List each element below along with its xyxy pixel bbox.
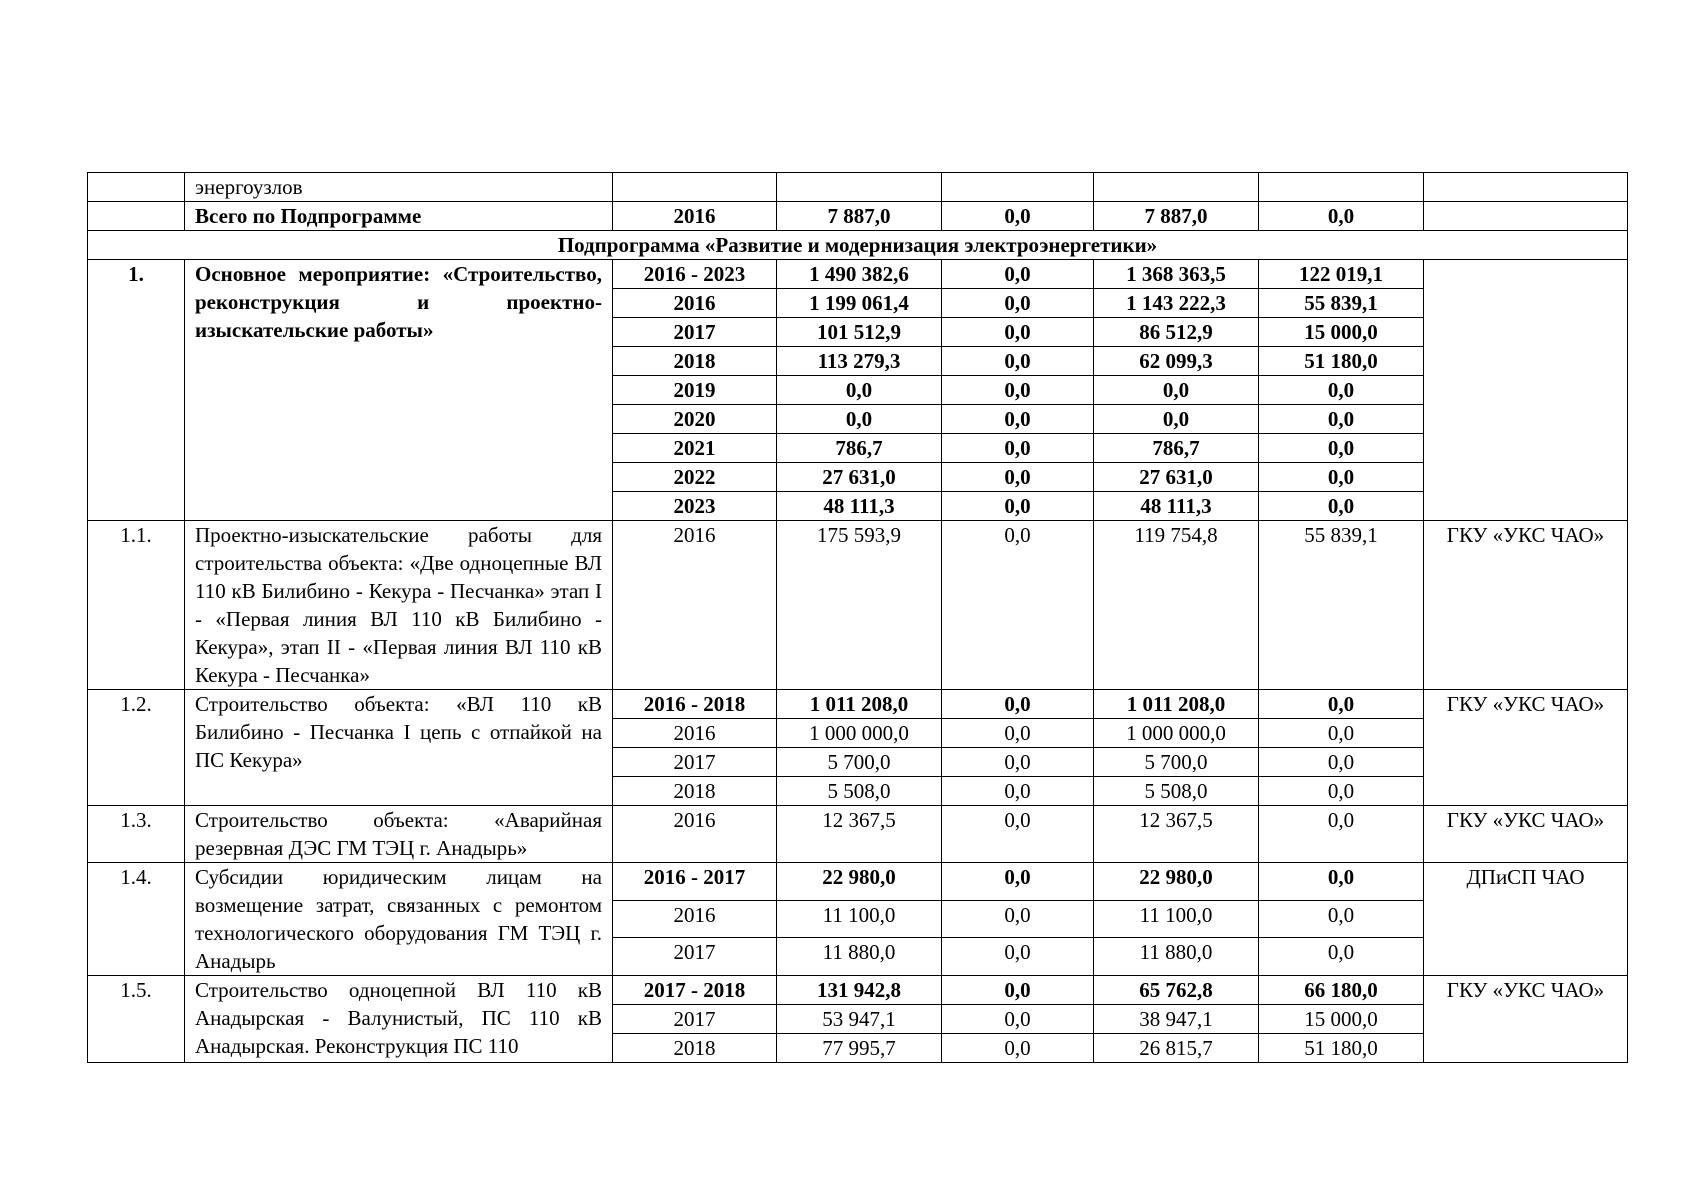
executor-cell: ГКУ «УКС ЧАО» [1424,690,1628,806]
other-cell: 0,0 [1259,719,1424,748]
other-cell: 0,0 [1259,434,1424,463]
total-cell: 48 111,3 [777,492,942,521]
total-cell: 7 887,0 [777,202,942,231]
federal-cell [942,173,1094,202]
year-cell: 2016 [613,900,777,938]
total-cell [777,173,942,202]
regional-cell: 11 100,0 [1094,900,1259,938]
table-row [88,260,1628,289]
other-cell: 15 000,0 [1259,318,1424,347]
other-cell: 0,0 [1259,202,1424,231]
executor-cell: ГКУ «УКС ЧАО» [1424,976,1628,1063]
other-cell: 55 839,1 [1259,521,1424,690]
executor-cell: ДПиСП ЧАО [1424,863,1628,976]
activity-name: Основное мероприятие: «Строительство, реконструкция и проектно-изыскательские работы» [185,260,613,521]
regional-cell: 1 011 208,0 [1094,690,1259,719]
regional-cell: 65 762,8 [1094,976,1259,1005]
other-cell: 0,0 [1259,806,1424,863]
document-page [87,172,1627,1063]
federal-cell: 0,0 [942,202,1094,231]
executor-cell: ГКУ «УКС ЧАО» [1424,806,1628,863]
regional-cell: 7 887,0 [1094,202,1259,231]
federal-cell: 0,0 [942,463,1094,492]
total-cell: 27 631,0 [777,463,942,492]
federal-cell: 0,0 [942,260,1094,289]
federal-cell: 0,0 [942,289,1094,318]
executor-cell [1424,260,1628,521]
regional-cell: 38 947,1 [1094,1005,1259,1034]
regional-cell: 0,0 [1094,405,1259,434]
other-cell: 0,0 [1259,938,1424,976]
item-name: Субсидии юридическим лицам на возмещение затрат, связанных с ремонтом технологического оборудования ГМ ТЭЦ г. Анадырь [185,863,613,976]
activity-name-cell: энергоузлов [185,173,613,202]
other-cell: 51 180,0 [1259,1034,1424,1063]
total-cell: 1 199 061,4 [777,289,942,318]
year-cell: 2019 [613,376,777,405]
federal-cell: 0,0 [942,748,1094,777]
year-cell: 2017 - 2018 [613,976,777,1005]
other-cell: 0,0 [1259,492,1424,521]
total-cell: 0,0 [777,405,942,434]
federal-cell: 0,0 [942,434,1094,463]
item-name: Проектно-изыскательские работы для строительства объекта: «Две одноцепные ВЛ 110 кВ Билибино - Кекура - Песчанка» этап I - «Первая линия ВЛ 110 кВ Билибино - Кекура», этап II - «Первая линия ВЛ 110 кВ Кекура - Песчанка» [185,521,613,690]
other-cell: 51 180,0 [1259,347,1424,376]
year-cell: 2018 [613,347,777,376]
regional-cell: 1 368 363,5 [1094,260,1259,289]
total-cell: 22 980,0 [777,863,942,901]
year-cell: 2016 [613,806,777,863]
regional-cell: 12 367,5 [1094,806,1259,863]
regional-cell: 0,0 [1094,376,1259,405]
item-name: Строительство объекта: «ВЛ 110 кВ Билибино - Песчанка I цепь с отпайкой на ПС Кекура» [185,690,613,806]
regional-cell: 86 512,9 [1094,318,1259,347]
regional-cell: 5 700,0 [1094,748,1259,777]
year-cell: 2021 [613,434,777,463]
item-number: 1.5. [88,976,185,1063]
item-name: Строительство объекта: «Аварийная резервная ДЭС ГМ ТЭЦ г. Анадырь» [185,806,613,863]
regional-cell: 62 099,3 [1094,347,1259,376]
federal-cell: 0,0 [942,777,1094,806]
total-cell: 101 512,9 [777,318,942,347]
table-row [88,976,1628,1005]
total-cell: 1 490 382,6 [777,260,942,289]
year-cell: 2020 [613,405,777,434]
table-row [88,202,1628,231]
federal-cell: 0,0 [942,976,1094,1005]
other-cell: 66 180,0 [1259,976,1424,1005]
year-cell [613,173,777,202]
regional-cell [1094,173,1259,202]
year-cell: 2016 - 2017 [613,863,777,901]
item-number: 1.4. [88,863,185,976]
total-cell: 113 279,3 [777,347,942,376]
year-cell: 2017 [613,938,777,976]
year-cell: 2017 [613,318,777,347]
federal-cell: 0,0 [942,900,1094,938]
total-cell: 0,0 [777,376,942,405]
federal-cell: 0,0 [942,1034,1094,1063]
subprogram-title-row [88,231,1628,260]
item-name: Строительство одноцепной ВЛ 110 кВ Анадырская - Валунистый, ПС 110 кВ Анадырская. Реконструкция ПС 110 [185,976,613,1063]
table-row [88,690,1628,719]
year-cell: 2018 [613,1034,777,1063]
federal-cell: 0,0 [942,938,1094,976]
regional-cell: 27 631,0 [1094,463,1259,492]
item-number: 1.2. [88,690,185,806]
total-cell: 11 880,0 [777,938,942,976]
total-cell: 1 011 208,0 [777,690,942,719]
federal-cell: 0,0 [942,1005,1094,1034]
table-row [88,173,1628,202]
other-cell: 122 019,1 [1259,260,1424,289]
executor-cell [1424,173,1628,202]
total-cell: 53 947,1 [777,1005,942,1034]
federal-cell: 0,0 [942,492,1094,521]
other-cell: 0,0 [1259,748,1424,777]
year-cell: 2017 [613,748,777,777]
year-cell: 2016 [613,719,777,748]
year-cell: 2016 - 2023 [613,260,777,289]
federal-cell: 0,0 [942,690,1094,719]
total-cell: 175 593,9 [777,521,942,690]
regional-cell: 119 754,8 [1094,521,1259,690]
num-cell [88,173,185,202]
regional-cell: 48 111,3 [1094,492,1259,521]
regional-cell: 1 143 222,3 [1094,289,1259,318]
total-cell: 11 100,0 [777,900,942,938]
year-cell: 2016 [613,521,777,690]
year-cell: 2016 [613,289,777,318]
executor-cell: ГКУ «УКС ЧАО» [1424,521,1628,690]
other-cell: 0,0 [1259,690,1424,719]
year-cell: 2022 [613,463,777,492]
table-row [88,521,1628,690]
table-row [88,806,1628,863]
regional-cell: 26 815,7 [1094,1034,1259,1063]
other-cell: 0,0 [1259,777,1424,806]
total-cell: 5 508,0 [777,777,942,806]
year-cell: 2023 [613,492,777,521]
subprogram-title: Подпрограмма «Развитие и модернизация электроэнергетики» [88,231,1628,260]
budget-table [87,172,1628,1063]
regional-cell: 1 000 000,0 [1094,719,1259,748]
other-cell: 15 000,0 [1259,1005,1424,1034]
year-cell: 2017 [613,1005,777,1034]
federal-cell: 0,0 [942,347,1094,376]
table-body [88,173,1628,1063]
total-cell: 786,7 [777,434,942,463]
other-cell: 0,0 [1259,863,1424,901]
total-cell: 5 700,0 [777,748,942,777]
regional-cell: 5 508,0 [1094,777,1259,806]
item-number: 1.3. [88,806,185,863]
federal-cell: 0,0 [942,318,1094,347]
other-cell: 0,0 [1259,405,1424,434]
other-cell: 0,0 [1259,463,1424,492]
other-cell: 55 839,1 [1259,289,1424,318]
federal-cell: 0,0 [942,806,1094,863]
other-cell: 0,0 [1259,900,1424,938]
regional-cell: 786,7 [1094,434,1259,463]
federal-cell: 0,0 [942,521,1094,690]
year-cell: 2016 [613,202,777,231]
federal-cell: 0,0 [942,863,1094,901]
federal-cell: 0,0 [942,376,1094,405]
activity-name-cell: Всего по Подпрограмме [185,202,613,231]
table-row [88,863,1628,901]
total-cell: 131 942,8 [777,976,942,1005]
total-cell: 12 367,5 [777,806,942,863]
other-cell [1259,173,1424,202]
year-cell: 2018 [613,777,777,806]
item-number: 1.1. [88,521,185,690]
federal-cell: 0,0 [942,719,1094,748]
num-cell [88,202,185,231]
total-cell: 1 000 000,0 [777,719,942,748]
year-cell: 2016 - 2018 [613,690,777,719]
activity-number: 1. [88,260,185,521]
regional-cell: 22 980,0 [1094,863,1259,901]
total-cell: 77 995,7 [777,1034,942,1063]
other-cell: 0,0 [1259,376,1424,405]
federal-cell: 0,0 [942,405,1094,434]
regional-cell: 11 880,0 [1094,938,1259,976]
executor-cell [1424,202,1628,231]
